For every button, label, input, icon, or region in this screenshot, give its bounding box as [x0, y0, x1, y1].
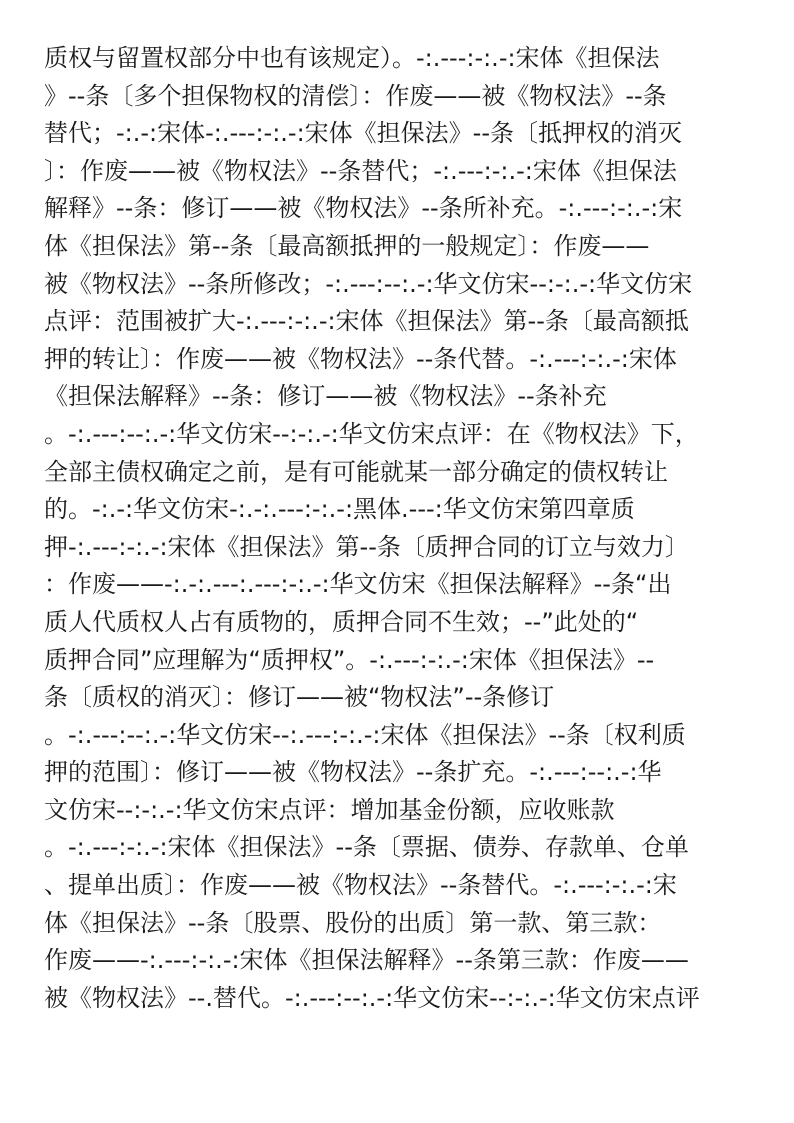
text-line: 替代；-:.-:宋体-:.---:-:.-:宋体《担保法》--条〔抵押权的消灭 [44, 119, 683, 148]
body-text [44, 40, 756, 1017]
text-line: 《担保法解释》--条：修订——被《物权法》--条补充 [44, 382, 607, 411]
text-line: 、提单出质〕：作废——被《物权法》--条替代。-:.---:-:.-:宋 [44, 871, 677, 900]
text-line: 体《担保法》第--条〔最高额抵押的一般规定〕：作废—— [44, 231, 650, 260]
text-line: 文仿宋--:-:.-:华文仿宋点评：增加基金份额，应收账款 [44, 795, 615, 824]
text-line: 点评：范围被扩大-:.---:-:.-:宋体《担保法》第--条〔最高额抵 [44, 307, 689, 336]
text-line: ：作废——-:.-:.---:.---:-:.-:华文仿宋《担保法解释》--条“出 [44, 570, 672, 599]
text-line: 解释》--条：修订——被《物权法》--条所补充。-:.---:-:.-:宋 [44, 194, 683, 223]
text-line: 质权与留置权部分中也有该规定）。-:.---:-:.-:宋体《担保法 [44, 44, 660, 72]
text-line: 被《物权法》--.替代。-:.---:--:.-:华文仿宋--:-:.-:华文仿宋点评 [44, 983, 700, 1012]
text-line: 条〔质权的消灭〕：修订——被“物权法”--条修订 [44, 683, 555, 712]
text-line: 押的范围〕：修订——被《物权法》--条扩充。-:.---:--:.-:华 [44, 758, 662, 787]
text-line: 的。-:.-:华文仿宋-:.-:.---:-:.-:黑体.---:华文仿宋第四章质 [44, 495, 635, 524]
text-line: 质押合同”应理解为“质押权”。-:.---:-:.-:宋体《担保法》-- [44, 645, 655, 674]
text-line: 〕：作废——被《物权法》--条替代；-:.---:-:.-:宋体《担保法 [44, 156, 677, 185]
text-line: 体《担保法》--条〔股票、股份的出质〕第一款、第三款： [44, 908, 662, 937]
text-line: 》--条〔多个担保物权的清偿〕：作废——被《物权法》--条 [44, 81, 667, 110]
text-line: 全部主债权确定之前，是有可能就某一部分确定的债权转让 [44, 457, 668, 486]
text-line: 。-:.---:--:.-:华文仿宋--:.---:-:.-:宋体《担保法》--条〔权利质 [44, 720, 686, 749]
text-line: 。-:.---:--:.-:华文仿宋--:-:.-:华文仿宋点评：在《物权法》下， [44, 419, 699, 448]
text-line: 押的转让〕：作废——被《物权法》--条代替。-:.---:-:.-:宋体 [44, 344, 677, 373]
text-line: 。-:.---:-:.-:宋体《担保法》--条〔票据、债券、存款单、仓单 [44, 833, 689, 862]
text-line: 押-:.---:-:.-:宋体《担保法》第--条〔质押合同的订立与效力〕 [44, 532, 689, 561]
text-line: 被《物权法》--条所修改；-:.---:--:.-:华文仿宋--:-:.-:华文仿宋 [44, 269, 693, 298]
text-line: 质人代质权人占有质物的，质押合同不生效；--”此处的“ [44, 607, 639, 636]
text-line: 作废——-:.---:-:.-:宋体《担保法解释》--条第三款：作废—— [44, 946, 689, 975]
